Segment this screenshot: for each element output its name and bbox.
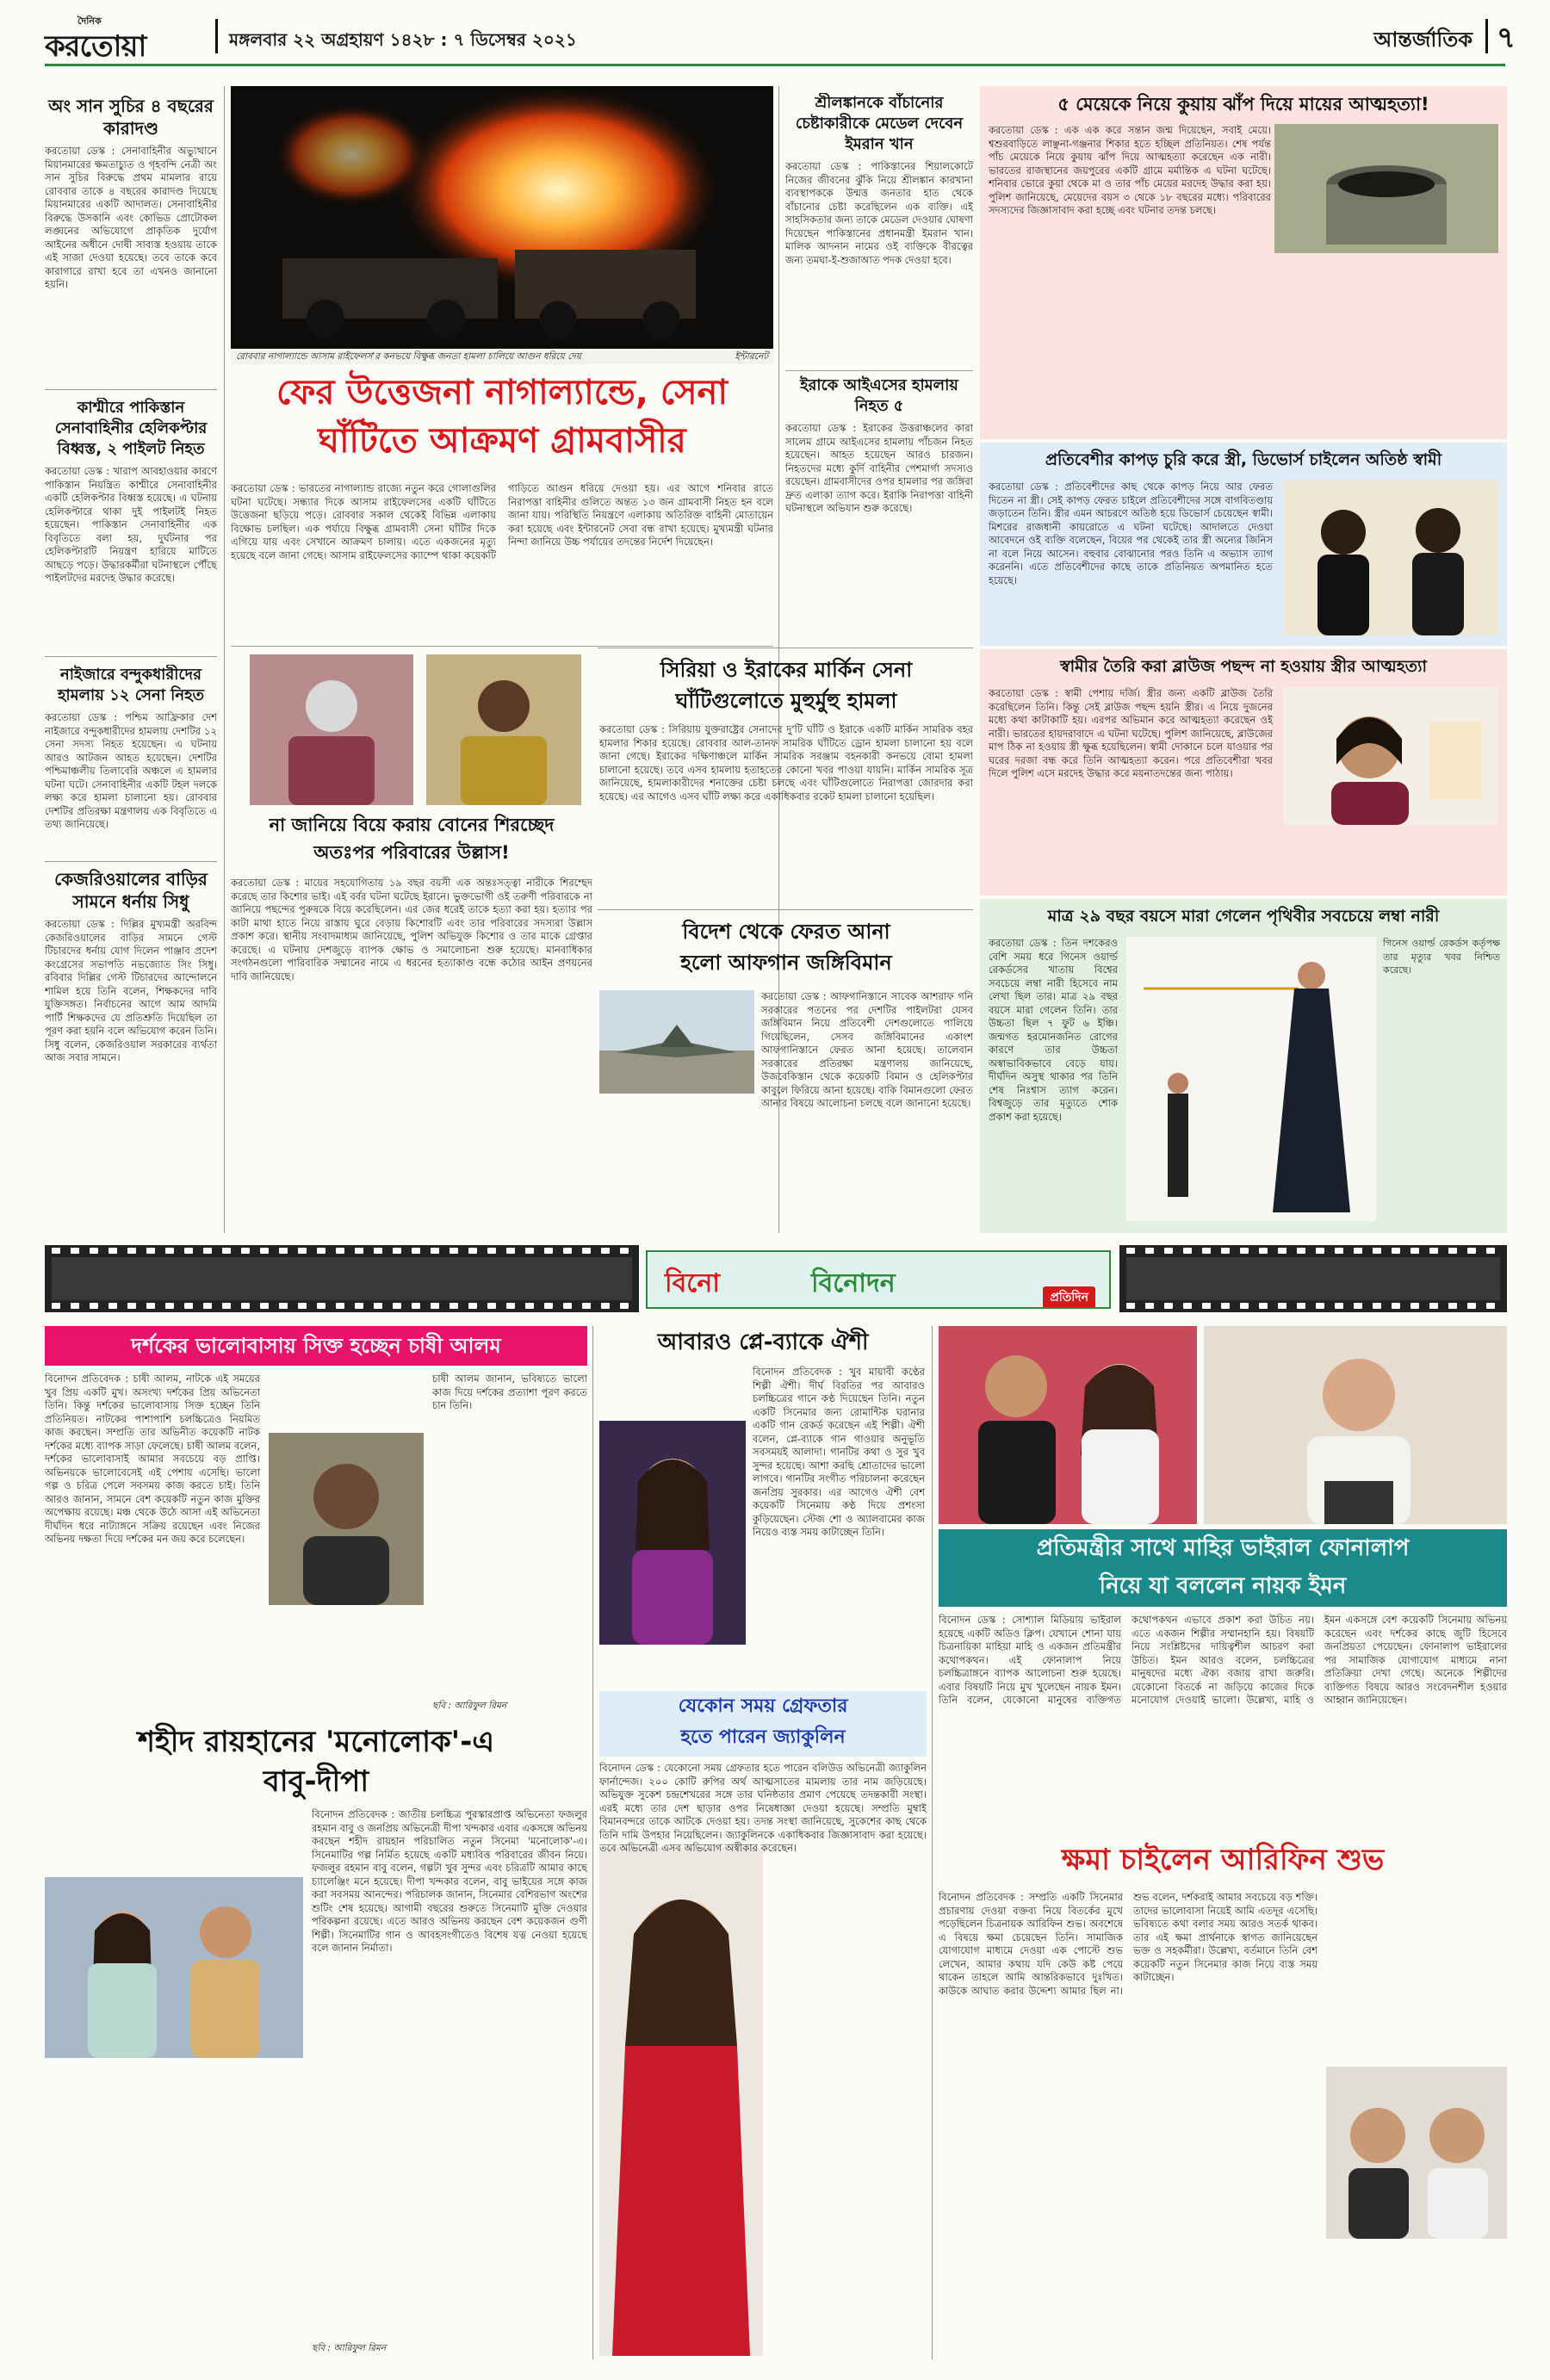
photo-chashi-alam [269,1433,424,1605]
section-name: আন্তর্জাতিক [1373,28,1472,52]
film-sprocket-hole [1392,1248,1400,1254]
film-sprocket-hole [544,1303,553,1309]
film-sprocket-hole [108,1303,117,1309]
article-headline: কাশ্মীরে পাকিস্তান সেনাবাহিনীর হেলিকপ্টার বিধ্বস্ত, ২ পাইলট নিহত [54,399,208,458]
film-sprocket-hole [506,1303,515,1309]
film-sprocket-hole [1373,1303,1381,1309]
lead-headline-line2: ঘাঁটিতে আক্রমণ গ্রামবাসীর [318,421,686,461]
article-body: করতোয়া ডেস্ক : পাকিস্তানের শিয়ালকোটে নিজের জীবনের ঝুঁকি নিয়ে শ্রীলঙ্কান কারখানা ব্যবস্থাপককে উন্মত্ত জনতার হাত থেকে বাঁচানোর চেষ্টা করেছিলেন এক ব্যক্তি। এই সাহসিকতার জন্য তাকে মেডেল দেওয়ার ঘোষণা দিয়েছেন পাকিস্তানের প্রধানমন্ত্রী ইমরান খান। মালিক আদনান নামের ওই ব্যক্তিকে বীরত্বের জন্য তমঘা-ই-শুজাআত পদক দেওয়া হবে। [785,160,973,266]
minister-image [1204,1326,1507,1524]
headline-line1: শহীদ রায়হানের 'মনোলোক'-এ [137,1725,495,1759]
film-sprocket-hole [374,1248,382,1254]
film-sprocket-hole [71,1303,79,1309]
photo-mother [426,654,581,805]
film-sprocket-hole [317,1303,326,1309]
headline-line2: নিয়ে যা বললেন নায়ক ইমন [1099,1573,1347,1599]
logo-small-text: দৈনিক [78,15,102,27]
film-sprocket-hole [1126,1248,1135,1254]
ent-jacqueline [599,1762,927,2359]
syria-headline-line1: সিরিয়া ও ইরাকের মার্কিন সেনা [660,658,913,682]
well-image [1274,124,1498,253]
film-sprocket-hole [1221,1303,1230,1309]
lead-photo-fire [231,86,773,349]
afg-body-text: করতোয়া ডেস্ক : আফগানিস্তানে সাবেক আশরাফ গনি সরকারের পতনের পর দেশটির পাইলটরা যেসব জঙ্গিবিমান নিয়ে প্রতিবেশী দেশগুলোতে পালিয়ে গিয়েছিলেন, সেসব জঙ্গিবিমানের একাংশ আফগানিস্তানে ফেরত আনা হয়েছে। তালেবান সরকারের প্রতিরক্ষা মন্ত্রণালয় জানিয়েছে, উজবেকিস্তান থেকে কয়েকটি বিমান ও হেলিকপ্টার কাবুলে ফিরিয়ে আনা হয়েছে। বাকি বিমানগুলো ফেরত আনার বিষয়ে আলোচনা চলছে বলে জানানো হয়েছে। [761,990,973,1109]
article-sidhu [45,868,217,1233]
film-sprocket-hole [127,1303,136,1309]
article-headline: শ্রীলঙ্কানকে বাঁচানোর চেষ্টাকারীকে মেডেল দেবেন ইমরান খান [795,94,964,153]
article-headline: ক্ষমা চাইলেন আরিফিন শুভ [1061,1843,1385,1877]
film-sprocket-hole [1316,1248,1324,1254]
section-divider [1485,19,1488,53]
aircraft-image [599,990,754,1094]
article-iraq-is [785,375,973,648]
film-sprocket-hole [260,1303,269,1309]
ent-monolok-headline [45,1722,587,1801]
photo-arifin-shuvo [1326,2067,1507,2239]
lead-body-text: করতোয়া ডেস্ক : ভারতের নাগাল্যান্ড রাজ্যে নতুন করে গোলাগুলির ঘটনা ঘটেছে। সন্ধ্যার দিকে আসাম রাইফেলসের একটি ঘাঁটিতে উত্তেজনা ছড়িয়ে পড়ে। রোববার সকাল থেকেই বিভিন্ন এলাকায় বিক্ষোভ চলছিল। এক পর্যায়ে বিক্ষুব্ধ গ্রামবাসী সেনা ঘাঁটির দিকে এগিয়ে যায় এবং সেখানে আক্রমণ চালায়। এতে একজনের মৃত্যু হয়েছে বলে জানা গেছে। আসাম রাইফেলসের ক্যাম্পে থাকা কয়েকটি গাড়িতে আগুন ধরিয়ে দেওয়া হয়। এর আগে শনিবার রাতে নিরাপত্তা বাহিনীর গুলিতে অন্তত ১৩ জন গ্রামবাসী নিহত হন বলে জানা যায়। পরিস্থিতি নিয়ন্ত্রণে এলাকায় অতিরিক্ত বাহিনী মোতায়েন করা হয়েছে এবং ইন্টারনেট সেবা বন্ধ রাখা হয়েছে। মুখ্যমন্ত্রী ঘটনার নিন্দা জানিয়ে উচ্চ পর্যায়ের তদন্তের নির্দেশ দিয়েছেন। [231,482,773,561]
wed-headline [231,811,592,871]
lead-headline-line1: ফের উত্তেজনা নাগাল্যান্ডে, সেনা [276,373,728,412]
article-suu-kyi [45,95,217,386]
film-sprocket-hole [146,1248,155,1254]
actors-image [939,1326,1197,1524]
photo-well [1274,124,1498,253]
article-headline: মাত্র ২৯ বছর বয়সে মারা গেলেন পৃথিবীর সবচেয়ে লম্বা নারী [1047,907,1440,926]
article-kashmir-helicopter [45,398,217,656]
lead-body [231,482,773,642]
film-sprocket-hole [203,1303,212,1309]
lead-photo-caption-bar [231,349,773,364]
divider [45,389,217,390]
film-sprocket-hole [146,1303,155,1309]
article-niger [45,665,217,859]
film-sprocket-hole [1392,1303,1400,1309]
ent-monolok-credit: ছবি : আরিফুল রিমন [312,2343,387,2353]
film-sprocket-hole [1316,1303,1324,1309]
film-sprocket-hole [336,1303,344,1309]
lead-headline [231,369,773,477]
singer-image [599,1421,746,1645]
article-body: করতোয়া ডেস্ক : এক এক করে সন্তান জন্ম দিয়েছেন, সবাই মেয়ে। শ্বশুরবাড়িতে লাঞ্ছনা-গঞ্জনার শিকার হতে হচ্ছিল প্রতিনিয়ত। শেষ পর্যন্ত পাঁচ মেয়েকে নিয়ে কুয়ায় ঝাঁপ দিয়ে আত্মহত্যা করেছেন এক নারী। ভারতের রাজস্থানের জয়পুরের একটি গ্রামে মর্মান্তিক এ ঘটনা ঘটেছে। শনিবার ভোরে কুয়া থেকে মা ও তার পাঁচ মেয়ের মরদেহ উদ্ধার করা হয়। পুলিশ জানিয়েছে, মেয়েদের বয়স ৩ থেকে ১৮ বছরের মধ্যে। পরিবারের সদস্যদের জিজ্ঞাসাবাদ করা হচ্ছে এবং ঘটনার তদন্ত চলছে। [989,124,1271,216]
photo-state-minister [1204,1326,1507,1524]
film-sprocket-hole [1335,1303,1343,1309]
film-sprocket-hole [431,1303,439,1309]
headline-line2: হতে পারেন জ্যাকুলিন [680,1726,846,1748]
film-sprocket-hole [1183,1248,1192,1254]
film-sprocket-hole [1145,1303,1154,1309]
film-sprocket-hole [1164,1248,1173,1254]
film-sprocket-hole [393,1303,401,1309]
film-strip-right [1119,1245,1507,1312]
film-sprocket-hole [582,1303,591,1309]
film-sprocket-hole [222,1303,231,1309]
article-body: করতোয়া ডেস্ক : তিন দশকেরও বেশি সময় ধরে গিনেস ওয়ার্ল্ড রেকর্ডসের খাতায় বিশ্বের সবচেয়ে লম্বা নারী হিসেবে নাম লেখা ছিল তার। মাত্র ২৯ বছর বয়সে মারা গেলেন তিনি। তার উচ্চতা ছিল ৭ ফুট ৬ ইঞ্চি। জন্মগত হরমোনজনিত রোগের কারণে তার উচ্চতা অস্বাভাবিকভাবে বেড়ে যায়। দীর্ঘদিন অসুস্থ থাকার পর তিনি শেষ নিঃশ্বাস ত্যাগ করেন। বিশ্বজুড়ে তার মৃত্যুতে শোক প্রকাশ করা হয়েছে। [989,937,1118,1123]
film-sprocket-hole [1429,1248,1438,1254]
film-sprocket-hole [1448,1303,1457,1309]
ent-chashi-headline-box [45,1326,587,1366]
film-sprocket-hole [1164,1303,1173,1309]
film-sprocket-hole [127,1248,136,1254]
wed-headline-line1: না জানিয়ে বিয়ে করায় বোনের শিরচ্ছেদ [269,815,555,835]
lead-photo-credit: ইন্টারনেট [735,351,768,362]
logo-text: করতোয়া [45,29,146,64]
masthead-rule [45,64,1505,66]
divider [45,861,217,862]
actor-image [269,1433,424,1605]
film-sprocket-hole [468,1248,477,1254]
film-sprocket-hole [241,1248,250,1254]
film-sprocket-hole [222,1248,231,1254]
film-sprocket-hole [1126,1303,1135,1309]
lead-photo-caption: রোববার নাগাল্যান্ডে আসাম রাইফেলস'র কনভয়ে বিক্ষুব্ধ জনতা হামলা চালিয়ে আগুন ধরিয়ে দেয় [236,351,582,362]
film-sprocket-hole [1467,1303,1476,1309]
film-sprocket-hole [487,1303,496,1309]
article-body: করতোয়া ডেস্ক : দিল্লির মুখ্যমন্ত্রী অরবিন্দ কেজরিওয়ালের বাড়ির সামনে গেস্ট টিচারদের ধর্নায় যোগ দিলেন পাঞ্জাব প্রদেশ কংগ্রেসের সভাপতি নভজ্যোত সিং সিধু। রবিবার দিল্লির গেস্ট টিচারদের আন্দোলনে শামিল হয়ে তিনি বলেন, শিক্ষকদের দাবি যুক্তিসঙ্গত। নির্বাচনের আগে আম আদমি পার্টি শিক্ষকদের যে প্রতিশ্রুতি দিয়েছিল তা পূরণ করা হয়নি বলে অভিযোগ করেন তিনি। সিধু বলেন, কেজরিওয়াল সরকারের ব্যর্থতা আজ সবার সামনে। [45,918,217,1063]
divider [45,656,217,657]
film-sprocket-hole [184,1248,193,1254]
article-body: করতোয়া ডেস্ক : পশ্চিম আফ্রিকার দেশ নাইজারে বন্দুকধারীদের হামলায় দেশটির ১২ সেনা সদস্য নিহত হয়েছেন। এ ঘটনায় আরও আটজন আহত হয়েছেন। দেশটির পশ্চিমাঞ্চলীয় তিলাবেরি অঞ্চলে এ হামলার ঘটনা ঘটে। সেনাবাহিনীর একটি টহল দলকে লক্ষ্য করে হামলা চালানো হয়। রোববার দেশটির প্রতিরক্ষা মন্ত্রণালয় এক বিবৃতিতে এ তথ্য জানিয়েছে। [45,711,217,830]
photo-babu-dipa [45,1877,303,2058]
afg-headline-line1: বিদেশ থেকে ফেরত আনা [682,920,890,944]
film-sprocket-hole [165,1248,174,1254]
couple-image [1283,480,1498,635]
article-sri-lanka [785,93,973,369]
article-headline: ইরাকে আইএসের হামলায় নিহত ৫ [800,376,958,415]
ent-chashi-body-cont: চাষী আলম জানান, ভবিষ্যতে ভালো কাজ দিয়ে দর্শকের প্রত্যাশা পূরণ করতে চান তিনি। [432,1373,587,1411]
photo-couple-arguing [1283,480,1498,635]
ent-jacqueline-headline-box [599,1691,927,1757]
film-sprocket-hole [468,1303,477,1309]
film-sprocket-hole [1240,1248,1249,1254]
film-sprocket-hole [90,1303,98,1309]
headline-line2: বাবু-দীপা [263,1764,369,1799]
actress-image [599,1848,763,2356]
film-strip-frames [52,1257,632,1300]
film-sprocket-hole [1354,1303,1362,1309]
film-strip-frames [1126,1257,1500,1300]
masthead-divider [215,19,218,53]
ent-chashi-credit: ছবি : আরিফুল রিমন [432,1701,507,1711]
film-sprocket-hole [1486,1303,1495,1309]
divider [785,370,973,371]
film-sprocket-hole [1278,1248,1286,1254]
film-sprocket-hole [601,1303,610,1309]
article-headline: প্রতিবেশীর কাপড় চুরি করে স্ত্রী, ডিভোর্স চাইলেন অতিষ্ঠ স্বামী [1045,450,1442,469]
syria-body-text: করতোয়া ডেস্ক : সিরিয়ায় যুক্তরাষ্ট্রের সেনাদের দু'টি ঘাঁটি ও ইরাকে একটি মার্কিন সামরিক বহর হামলার শিকার হয়েছে। রোববার আল-তানফ সামরিক ঘাঁটিতে ড্রোন হামলা চালানো হয় বলে জানা গেছে। ইরাকের দক্ষিণাঞ্চলে মার্কিন সামরিক সরঞ্জাম বহনকারী কনভয়ে বোমা হামলা চালানো হয়েছে। তবে এসব হামলায় হতাহতের কোনো খবর পাওয়া যায়নি। মার্কিন সামরিক সূত্র জানিয়েছে, হামলাকারীদের শনাক্তের চেষ্টা চলছে এবং ঘাঁটিগুলোতে নিরাপত্তা জোরদার করা হয়েছে। এর আগেও এসব ঘাঁটি লক্ষ্য করে একাধিকবার রকেট হামলা চালানো হয়েছিল। [599,723,973,803]
film-sprocket-hole [1183,1303,1192,1309]
entertainment-banner [646,1250,1111,1309]
photo-woman [1283,687,1498,825]
film-sprocket-hole [1221,1248,1230,1254]
ent-oishee-body-text: বিনোদন প্রতিবেদক : খুব মায়াবী কণ্ঠের শিল্পী ঐশী। দীর্ঘ বিরতির পর আবারও চলচ্চিত্রের গানে কণ্ঠ দিয়েছেন তিনি। নতুন একটি সিনেমার জন্য রোমান্টিক ঘরানার একটি গান রেকর্ড করেছেন এই শিল্পী। ঐশী বলেন, প্লে-ব্যাকে গান গাওয়ার অনুভূতি সবসময়ই আলাদা। গানটির কথা ও সুর খুব সুন্দর হয়েছে। আশা করছি শ্রোতাদের ভালো লাগবে। গানটির সংগীত পরিচালনা করেছেন জনপ্রিয় সুরকার। এর আগেও ঐশী বেশ কয়েকটি সিনেমায় কণ্ঠ দিয়ে প্রশংসা কুড়িয়েছেন। স্টেজ শো ও অ্যালবামের কাজ নিয়েও ব্যস্ত সময় কাটাচ্ছেন তিনি। [753,1366,925,1538]
film-sprocket-hole [1259,1303,1268,1309]
afg-headline-line2: হলো আফগান জঙ্গিবিমান [680,951,892,975]
film-sprocket-hole [1240,1303,1249,1309]
film-sprocket-hole [487,1248,496,1254]
film-sprocket-hole [90,1248,98,1254]
article-body: করতোয়া ডেস্ক : স্বামী পেশায় দর্জি। স্ত্রীর জন্য একটি ব্লাউজ তৈরি করেছিলেন তিনি। কিন্তু সেই ব্লাউজ পছন্দ হয়নি স্ত্রীর। এ নিয়ে দুজনের মধ্যে কথা কাটাকাটি হয়। এরপর অভিমান করে আত্মহত্যা করেছেন ওই নারী। ভারতের হায়দরাবাদে এ ঘটনা ঘটেছে। পুলিশ জানিয়েছে, ব্লাউজের মাপ ঠিক না হওয়ায় স্ত্রী ক্ষুব্ধ হয়েছিলেন। স্বামী দোকানে চলে যাওয়ার পর ঘরের দরজা বন্ধ করে তিনি আত্মহত্যা করেন। পরে প্রতিবেশীরা খবর দিলে পুলিশ এসে মরদেহ উদ্ধার করে ময়নাতদন্তের জন্য পাঠায়। [989,687,1273,779]
photo-oishee [599,1421,746,1645]
film-sprocket-hole [525,1303,534,1309]
film-sprocket-hole [1202,1303,1211,1309]
film-sprocket-hole [1335,1248,1343,1254]
film-sprocket-hole [355,1248,363,1254]
film-sprocket-hole [374,1303,382,1309]
film-sprocket-hole [582,1248,591,1254]
film-sprocket-hole [298,1248,307,1254]
ent-monolok-body [45,1808,587,2359]
column-divider [224,86,225,1233]
page-number: ৭ [1496,21,1516,55]
date-line: মঙ্গলবার ২২ অগ্রহায়ণ ১৪২৮ : ৭ ডিসেম্বর ২০২১ [229,29,577,50]
divider [231,646,773,647]
film-sprocket-hole [317,1248,326,1254]
film-sprocket-hole [279,1248,288,1254]
film-sprocket-hole [393,1248,401,1254]
ent-imon-body-text: বিনোদন ডেস্ক : সোশ্যাল মিডিয়ায় ভাইরাল হয়েছে একটি অডিও ক্লিপ। যেখানে শোনা যায় চিত্রনায়িকা মাহিয়া মাহি ও একজন প্রতিমন্ত্রীর কথোপকথন। এই ফোনালাপ নিয়ে চলচ্চিত্রাঙ্গনে ব্যাপক আলোচনা শুরু হয়েছে। এবার বিষয়টি নিয়ে মুখ খুলেছেন নায়ক ইমন। তিনি বলেন, যেকোনো মানুষের ব্যক্তিগত কথোপকথন এভাবে প্রকাশ করা উচিত নয়। এতে একজন শিল্পীর সম্মানহানি হয়। বিষয়টি নিয়ে সংশ্লিষ্টদের দায়িত্বশীল আচরণ করা উচিত। ইমন আরও বলেন, চলচ্চিত্রের মানুষদের মধ্যে ঐক্য বজায় রাখা জরুরি। যেকোনো বিতর্কে না জড়িয়ে কাজের দিকে মনোযোগ দেওয়াই ভালো। উল্লেখ্য, মাহি ও ইমন একসঙ্গে বেশ কয়েকটি সিনেমায় অভিনয় করেছেন এবং দর্শকের কাছে জুটি হিসেবে জনপ্রিয়তা পেয়েছেন। ফোনালাপ ভাইরালের পর সামাজিক যোগাযোগ মাধ্যমে নানা প্রতিক্রিয়া দেখা গেছে। অনেকে শিল্পীদের ব্যক্তিগত বিষয়ে আরও সংবেদনশীল হওয়ার আহ্বান জানিয়েছেন। [939,1614,1507,1706]
blouse-story-box [980,649,1507,896]
film-sprocket-hole [260,1248,269,1254]
film-sprocket-hole [601,1248,610,1254]
ent-imon-body [939,1614,1507,1820]
well-story-box [980,86,1507,439]
ent-imon-headline-box [939,1529,1507,1607]
photo-imon-mahi [939,1326,1197,1524]
photo-tallest-woman [1126,937,1376,1221]
film-sprocket-hole [412,1303,420,1309]
actors-image [45,1877,303,2058]
film-sprocket-hole [412,1248,420,1254]
divider [598,909,973,910]
film-sprocket-hole [1373,1248,1381,1254]
article-headline: আবারও প্লে-ব্যাকে ঐশী [657,1329,869,1355]
article-headline: অং সান সুচির ৪ বছরের কারাদণ্ড [48,96,214,139]
article-headline: ৫ মেয়েকে নিয়ে কুয়ায় ঝাঁপ দিয়ে মায়ের আত্মহত্যা! [1057,94,1429,115]
woman-image [1283,687,1498,825]
film-sprocket-hole [1202,1248,1211,1254]
syria-headline-line2: ঘাঁটিগুলোতে মুহুর্মুহু হামলা [675,689,897,713]
wed-headline-line2: অতঃপর পরিবারের উল্লাস! [313,842,510,863]
film-sprocket-hole [108,1248,117,1254]
syria-body [599,723,973,904]
film-sprocket-hole [203,1248,212,1254]
film-sprocket-hole [506,1248,515,1254]
banner-right-text: বিনোদন [811,1268,896,1298]
film-sprocket-hole [184,1303,193,1309]
ent-oishee [599,1326,927,1688]
ent-chashi-body [45,1373,587,1714]
film-sprocket-hole [431,1248,439,1254]
masthead [0,0,1550,72]
film-sprocket-hole [1410,1303,1419,1309]
film-sprocket-hole [1410,1248,1419,1254]
film-sprocket-hole [279,1303,288,1309]
film-sprocket-hole [450,1303,458,1309]
newspaper-logo [45,14,208,62]
film-sprocket-hole [1429,1303,1438,1309]
film-strip-left [45,1245,639,1312]
tall-woman-story-box [980,899,1507,1233]
film-sprocket-hole [1278,1303,1286,1309]
film-sprocket-hole [544,1248,553,1254]
article-body-cont: গিনেস ওয়ার্ল্ড রেকর্ডস কর্তৃপক্ষ তার মৃত্যুর খবর নিশ্চিত করেছে। [1383,938,1500,976]
film-sprocket-hole [1354,1248,1362,1254]
article-headline: কেজরিওয়ালের বাড়ির সামনে ধর্নায় সিধু [54,869,208,912]
article-headline: স্বামীর তৈরি করা ব্লাউজ পছন্দ না হওয়ায় স্ত্রীর আত্মহত্যা [1060,657,1427,676]
banner-tag: প্রতিদিন [1043,1286,1095,1309]
ent-monolok-body-text: বিনোদন প্রতিবেদক : জাতীয় চলচ্চিত্র পুরস্কারপ্রাপ্ত অভিনেতা ফজলুর রহমান বাবু ও জনপ্রিয় অভিনেত্রী দীপা খন্দকার এবার একসঙ্গে অভিনয় করছেন শহীদ রায়হান পরিচালিত নতুন সিনেমা 'মনোলোক'-এ। সিনেমাটির গল্প নির্মিত হয়েছে একটি মধ্যবিত্ত পরিবারের জীবন নিয়ে। ফজলুর রহমান বাবু বলেন, গল্পটা খুব সুন্দর এবং চরিত্রটি আমার কাছে চ্যালেঞ্জিং মনে হয়েছে। দীপা খন্দকার বলেন, বাবু ভাইয়ের সঙ্গে কাজ করা সবসময় আনন্দের। পরিচালক জানান, সিনেমার বেশিরভাগ অংশের শুটিং শেষ হয়েছে। আগামী বছরের শুরুতে সিনেমাটি মুক্তি দেওয়ার পরিকল্পনা রয়েছে। এতে আরও অভিনয় করছেন বেশ কয়েকজন গুণী শিল্পী। সিনেমাটির গান ও আবহসংগীতেও বিশেষ যত্ন নেওয়া হয়েছে বলে জানান নির্মাতা। [312,1808,587,1954]
film-sprocket-hole [450,1248,458,1254]
article-body: করতোয়া ডেস্ক : ইরাকের উত্তরাঞ্চলের কারা সালেম গ্রামে আইএসের হামলায় পাঁচজন নিহত হয়েছেন। আহত হয়েছেন আরও চারজন। নিহতদের মধ্যে কুর্দি বাহিনীর পেশমার্গা সদস্যও রয়েছেন। গ্রামবাসীদের ওপর হামলার পর জঙ্গিরা দ্রুত এলাকা ত্যাগ করে। ইরাকি নিরাপত্তা বাহিনী ঘটনাস্থলে অভিযান শুরু করেছে। [785,422,973,514]
photo-victim [250,654,413,805]
ent-shuvo-headline [939,1834,1507,1886]
film-sprocket-hole [355,1303,363,1309]
person-photo [426,654,581,805]
film-sprocket-hole [1297,1248,1305,1254]
person-photo [250,654,413,805]
film-sprocket-hole [336,1248,344,1254]
ent-jacqueline-body-text: বিনোদন ডেস্ক : যেকোনো সময় গ্রেফতার হতে পারেন বলিউড অভিনেত্রী জ্যাকুলিন ফার্নান্দেজ। ২০০ কোটি রুপির অর্থ আত্মসাতের মামলায় তার নাম জড়িয়েছে। অভিযুক্ত সুকেশ চন্দ্রশেখরের সঙ্গে তার ঘনিষ্ঠতার প্রমাণ পেয়েছে তদন্তকারী সংস্থা। এরই মধ্যে তার দেশ ছাড়ার ওপর নিষেধাজ্ঞা দেওয়া হয়েছে। সম্প্রতি মুম্বাই বিমানবন্দরে তাকে আটকে দেওয়া হয়। তদন্ত সংস্থা জানিয়েছে, সুকেশের কাছ থেকে তিনি দামি উপহার নিয়েছিলেন। জ্যাকুলিনকে একাধিকবার জিজ্ঞাসাবাদ করা হয়েছে। তবে অভিনেত্রী এসব অভিযোগ অস্বীকার করেছেন। [599,1762,927,1854]
film-sprocket-hole [71,1248,79,1254]
afg-headline [599,916,973,982]
banner-left-text: বিনো [665,1268,720,1298]
ent-chashi-body-text: বিনোদন প্রতিবেদক : চাষী আলম, নাটকে এই সময়ের খুব প্রিয় একটি মুখ। অসংখ্য দর্শকের প্রিয় অভিনেতা তিনি। কিন্তু দর্শকের ভালোবাসায় সিক্ত হচ্ছেন তিনি প্রতিনিয়ত। নাটকের পাশাপাশি চলচ্চিত্রেও নিয়মিত কাজ করছেন। সম্প্রতি তার অভিনীত কয়েকটি নাটক দর্শকের মধ্যে ব্যাপক সাড়া ফেলেছে। চাষী আলম বলেন, দর্শকের ভালোবাসাই আমার সবচেয়ে বড় প্রাপ্তি। অভিনয়কে ভালোবেসেই এই পেশায় এসেছি। ভালো গল্প ও চরিত্র পেলে সবসময় কাজ করতে চাই। তিনি আরও জানান, সামনে বেশ কয়েকটি নতুন কাজ মুক্তির অপেক্ষায় রয়েছে। মঞ্চ থেকে উঠে আসা এই অভিনেতা দীর্ঘদিন ধরে নাট্যাঙ্গনে সক্রিয় রয়েছেন এবং নিজের অভিনয় দক্ষতা দিয়ে দর্শকের মন জয় করে চলেছেন। [45,1373,260,1545]
article-headline: দর্শকের ভালোবাসায় সিক্ত হচ্ছেন চাষী আলম [131,1334,501,1358]
film-sprocket-hole [563,1248,572,1254]
article-body: করতোয়া ডেস্ক : সেনাবাহিনীর অভ্যুত্থানে মিয়ানমারের ক্ষমতাচ্যুত ও গৃহবন্দি নেত্রী অং সান সুচির বিরুদ্ধে প্রথম মামলার রায়ে রোববার তাকে ৪ বছরের কারাদণ্ড দিয়েছে মিয়ানমারের একটি আদালত। সেনাবাহিনীর বিরুদ্ধে উসকানি এবং কোভিড প্রোটোকল লঙ্ঘনের অভিযোগে প্রাকৃতিক দুর্যোগ আইনের অধীনে দোষী সাব্যস্ত হওয়ায় তাকে এই সাজা দেওয়া হয়েছে। তবে তাকে কবে কারাগারে রাখা হবে তা এখনও জানানো হয়নি। [45,145,217,290]
film-sprocket-hole [1467,1248,1476,1254]
film-sprocket-hole [1448,1248,1457,1254]
wed-body-text: করতোয়া ডেস্ক : মায়ের সহযোগিতায় ১৯ বছর বয়সী এক অন্তঃসত্ত্বা নারীকে শিরশ্ছেদ করেছে তার কিশোর ভাই। এই বর্বর ঘটনা ঘটেছে ইরানে। ভুক্তভোগী ওই তরুণী পরিবারকে না জানিয়ে পছন্দের পুরুষকে বিয়ে করেছিলেন। এর জের ধরেই তাকে হত্যা করা হয়। হত্যার পর কাটা মাথা হাতে নিয়ে রাস্তায় ঘুরে বেড়ায় কিশোরটি এবং তার পরিবারের সদস্যরা উল্লাস প্রকাশ করে। স্থানীয় সংবাদমাধ্যম জানিয়েছে, পুলিশ অভিযুক্ত কিশোর ও তার মাকে গ্রেপ্তার করেছে। এ ঘটনায় দেশজুড়ে ব্যাপক ক্ষোভ ও সমালোচনা শুরু হয়েছে। মানবাধিকার সংগঠনগুলো পারিবারিক সম্মানের নামে এ ধরনের হত্যাকাণ্ড বন্ধে কঠোর আইন প্রণয়নের দাবি জানিয়েছে। [231,877,592,982]
article-body: করতোয়া ডেস্ক : খারাপ আবহাওয়ার কারণে পাকিস্তান নিয়ন্ত্রিত কাশ্মীরে সেনাবাহিনীর একটি হেলিকপ্টার বিধ্বস্ত হয়েছে। এ ঘটনায় হেলিকপ্টারে থাকা দুই পাইলটই নিহত হয়েছেন। পাকিস্তান সেনাবাহিনীর এক বিবৃতিতে বলা হয়, দুর্ঘটনার পর হেলিকপ্টারটি নিয়ন্ত্রণ হারিয়ে মাটিতে আছড়ে পড়ে। উদ্ধারকর্মীরা ঘটনাস্থলে পৌঁছে পাইলটদের মরদেহ উদ্ধার করেছে। [45,465,217,584]
film-sprocket-hole [165,1303,174,1309]
ent-shuvo-body-text: বিনোদন প্রতিবেদক : সম্প্রতি একটি সিনেমার প্রচারণায় দেওয়া বক্তব্য নিয়ে বিতর্কের মুখে পড়েছিলেন চিত্রনায়ক আরিফিন শুভ। অবশেষে এ বিষয়ে ক্ষমা চেয়েছেন তিনি। সামাজিক যোগাযোগ মাধ্যমে দেওয়া এক পোস্টে শুভ লেখেন, আমার কথায় যদি কেউ কষ্ট পেয়ে থাকেন তাহলে আমি আন্তরিকভাবে দুঃখিত। কাউকে আঘাত করার উদ্দেশ্য আমার ছিল না। শুভ বলেন, দর্শকরাই আমার সবচেয়ে বড় শক্তি। তাদের ভালোবাসা নিয়েই আমি এতদূর এসেছি। ভবিষ্যতে কথা বলার সময় আরও সতর্ক থাকব। তার এই ক্ষমা প্রার্থনাকে স্বাগত জানিয়েছেন ভক্ত ও সহকর্মীরা। উল্লেখ্য, বর্তমানে তিনি বেশ কয়েকটি নতুন সিনেমার কাজ নিয়ে ব্যস্ত সময় কাটাচ্ছেন। [939,1891,1318,1997]
film-sprocket-hole [1145,1248,1154,1254]
actor-image [1326,2067,1507,2239]
film-sprocket-hole [1297,1303,1305,1309]
wed-body [231,877,592,1230]
headline-line1: যেকোন সময় গ্রেফতার [678,1695,848,1717]
film-sprocket-hole [298,1303,307,1309]
film-sprocket-hole [52,1303,60,1309]
film-sprocket-hole [525,1248,534,1254]
photo-afghan-aircraft [599,990,754,1094]
film-sprocket-hole [563,1303,572,1309]
syria-headline [599,654,973,720]
column-divider [592,1326,593,2359]
headline-line1: প্রতিমন্ত্রীর সাথে মাহির ভাইরাল ফোনালাপ [1036,1535,1410,1561]
tall-woman-image [1126,937,1376,1221]
film-sprocket-hole [1486,1248,1495,1254]
article-headline: নাইজারে বন্দুকধারীদের হামলায় ১২ সেনা নিহত [57,666,205,704]
photo-jacqueline [599,1848,763,2356]
film-sprocket-hole [241,1303,250,1309]
fire-scene-image [231,86,773,349]
film-sprocket-hole [1259,1248,1268,1254]
dress-story-box [980,443,1507,646]
film-sprocket-hole [620,1303,629,1309]
film-sprocket-hole [620,1248,629,1254]
film-sprocket-hole [52,1248,60,1254]
afg-body [761,990,973,1231]
article-body: করতোয়া ডেস্ক : প্রতিবেশীদের কাছ থেকে কাপড় নিয়ে আর ফেরত দিতেন না স্ত্রী। সেই কাপড় ফেরত চাইলে প্রতিবেশীদের সঙ্গে বাগবিতণ্ডায় জড়াতেন তিনি। স্ত্রীর এমন আচরণে অতিষ্ঠ হয়ে ডিভোর্স চেয়েছেন স্বামী। মিশরের রাজধানী কায়রোতে এ ঘটনা ঘটেছে। আদালতে দেওয়া আবেদনে ওই ব্যক্তি বলেছেন, বিয়ের পর থেকেই তার স্ত্রী অন্যের জিনিস না বলে নিয়ে আসেন। বহুবার বোঝানোর পরও তিনি এ অভ্যাস ত্যাগ করেননি। এতে প্রতিবেশীদের কাছে তাকে প্রতিনিয়ত অপমানিত হতে হয়েছে। [989,480,1273,586]
column-divider [932,1326,933,2359]
